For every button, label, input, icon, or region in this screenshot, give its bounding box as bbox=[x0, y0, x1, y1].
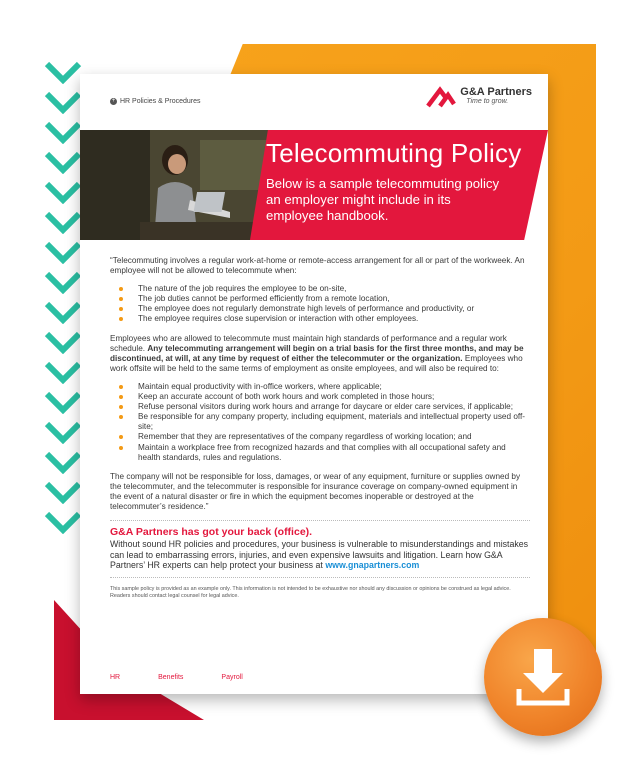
divider bbox=[110, 577, 530, 578]
chevron-down-icon bbox=[44, 120, 82, 144]
requirements-list bbox=[110, 382, 530, 463]
list-item: Maintain equal productivity with in-office workers, where applicable; bbox=[110, 382, 530, 392]
chevron-down-icon bbox=[44, 330, 82, 354]
website-link[interactable]: www.gnapartners.com bbox=[325, 560, 420, 571]
download-arrow-icon bbox=[513, 645, 573, 709]
chevron-down-icon bbox=[44, 90, 82, 114]
chevron-down-icon bbox=[44, 150, 82, 174]
footer-link-benefits[interactable]: Benefits bbox=[158, 674, 184, 681]
intro-paragraph: “Telecommuting involves a regular work-at-home or remote-access arrangement for all or part of the workweek. An employee will not be allowed to telecommute when: bbox=[110, 256, 525, 276]
chevron-column bbox=[44, 60, 84, 540]
brand-logo bbox=[426, 86, 532, 108]
chevron-down-icon bbox=[44, 510, 82, 534]
footer-link-hr[interactable]: HR bbox=[110, 674, 121, 681]
chevron-down-icon bbox=[44, 300, 82, 324]
hero-photo bbox=[80, 130, 270, 240]
chevron-down-icon bbox=[44, 360, 82, 384]
cta-text: Without sound HR policies and procedures, your business is vulnerable to misunderstandings and mistakes can lead to embarrassing errors, injuries, and even expensive lawsuits and litigation. Learn how G&A Partners’ HR experts can help protect your business at bbox=[110, 539, 529, 571]
list-item: Keep an accurate account of both work hours and work completed in those hours; bbox=[110, 392, 530, 402]
disclaimer: This sample policy is provided as an example only. This information is not intended to be exhaustive nor should any discussion or opinions be construed as legal advice. Readers should contact legal counsel for legal advice. bbox=[110, 585, 511, 599]
person-with-laptop-illustration bbox=[80, 130, 270, 240]
breadcrumb-label: HR Policies & Procedures bbox=[120, 98, 201, 105]
list-item: The employee does not regularly demonstrate high levels of performance and productivity, or bbox=[110, 304, 530, 314]
footer-nav bbox=[110, 674, 530, 681]
conditions-list bbox=[110, 284, 530, 324]
chevron-down-icon bbox=[44, 450, 82, 474]
closing-paragraph: The company will not be responsible for loss, damages, or wear of any equipment, furniture or supplies owned by the telecommuter, and the telecommuter is responsible for insurance coverage on company-owned equipment in the event of a natural disaster or fire in which the equipment becomes inoperable or destroyed at the telecommuter’s residence.” bbox=[110, 471, 521, 511]
list-item: The nature of the job requires the employee to be on-site, bbox=[110, 284, 530, 294]
chevron-down-icon bbox=[44, 210, 82, 234]
plus-circle-icon: + bbox=[111, 98, 116, 104]
divider bbox=[110, 520, 530, 521]
requirements-lead: Employees who are allowed to telecommute must maintain high standards of performance and a regular work schedule. bbox=[110, 333, 507, 353]
policy-body bbox=[110, 256, 530, 600]
requirements-paragraph bbox=[110, 334, 530, 374]
chevron-down-icon bbox=[44, 270, 82, 294]
requirements-tail: Employees who work offsite will be held to the same terms of employment as onsite employees, and will also be required to: bbox=[110, 353, 523, 373]
footer-link-payroll[interactable]: Payroll bbox=[221, 674, 243, 681]
chevron-down-icon bbox=[44, 60, 82, 84]
list-item: Be responsible for any company property, including equipment, materials and intellectual property used off-site; bbox=[110, 412, 530, 432]
chevron-down-icon bbox=[44, 240, 82, 264]
chevron-down-icon bbox=[44, 390, 82, 414]
page-title: Telecommuting Policy bbox=[266, 138, 522, 168]
list-item: Refuse personal visitors during work hours and arrange for daycare or elder care services, if applicable; bbox=[110, 402, 530, 412]
list-item: The employee requires close supervision or interaction with other employees. bbox=[110, 314, 530, 324]
list-item: Remember that they are representatives of the company regardless of working location; and bbox=[110, 432, 530, 442]
cta-body bbox=[110, 539, 530, 571]
chevron-down-icon bbox=[44, 480, 82, 504]
download-button[interactable] bbox=[484, 618, 602, 736]
hero-banner bbox=[80, 130, 548, 240]
brand-tagline: Time to grow. bbox=[466, 98, 509, 105]
breadcrumb bbox=[110, 98, 201, 105]
list-item: Maintain a workplace free from recognized hazards and that complies with all occupational safety and health standards, rules and regulations. bbox=[110, 443, 530, 463]
policy-document bbox=[80, 74, 548, 694]
list-item: The job duties cannot be performed efficiently from a remote location, bbox=[110, 294, 530, 304]
requirements-bold: Any telecommuting arrangement will begin on a trial basis for the first three months, and may be discontinued, at will, at any time by request of either the telecommuter or the organization. bbox=[110, 343, 524, 363]
page-subtitle: Below is a sample telecommuting policy an employer might include in its employee handbook. bbox=[266, 176, 500, 223]
chevron-down-icon bbox=[44, 180, 82, 204]
chevron-down-icon bbox=[44, 420, 82, 444]
logo-mark-icon bbox=[426, 86, 456, 108]
cta-title: G&A Partners has got your back (office). bbox=[110, 526, 313, 539]
brand-name: G&A Partners bbox=[460, 86, 532, 98]
